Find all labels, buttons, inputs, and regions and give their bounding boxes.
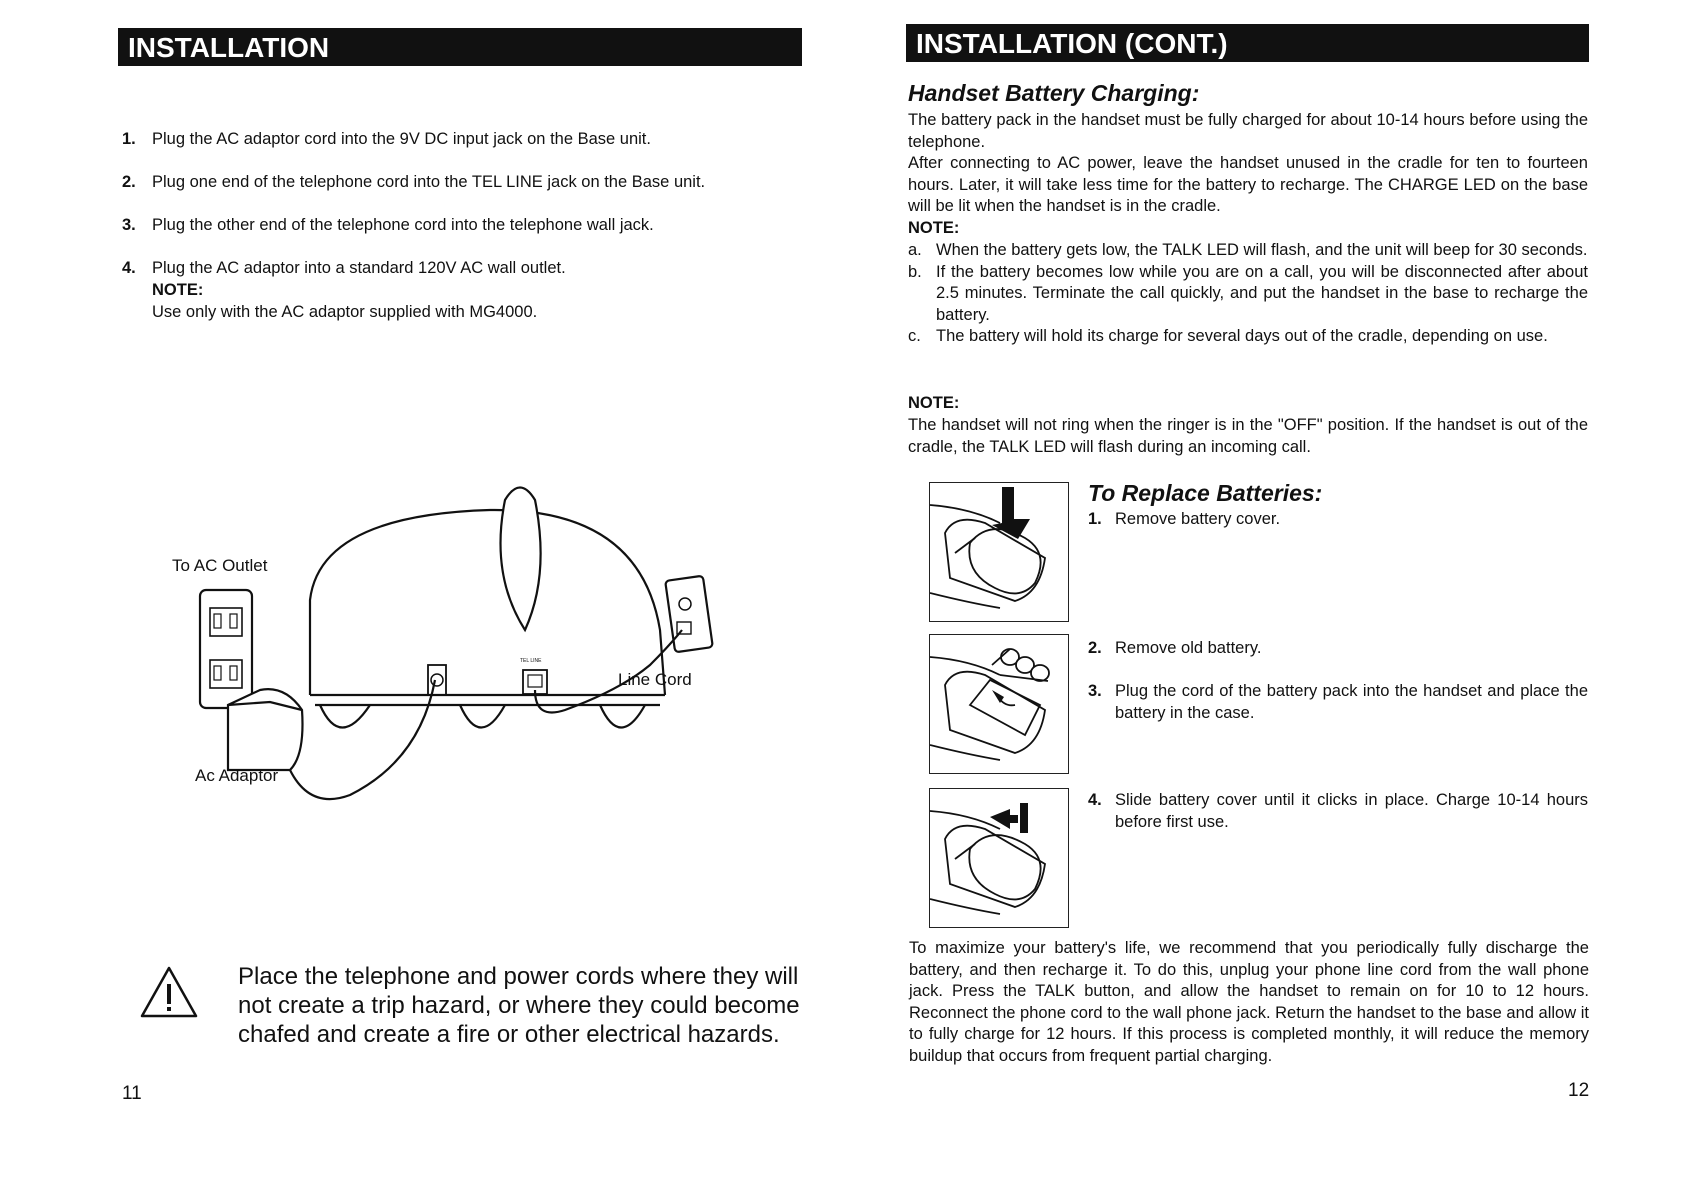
page-number: 12	[1568, 1080, 1590, 1101]
list-item	[908, 262, 1588, 327]
step-text: Plug the AC adaptor cord into the 9V DC input jack on the Base unit.	[152, 130, 651, 148]
step-number: 4.	[122, 259, 136, 277]
note-label: NOTE:	[908, 394, 960, 412]
warning-icon	[138, 964, 200, 1020]
list-item	[908, 240, 1588, 262]
charging-heading: Handset Battery Charging:	[908, 80, 1200, 106]
note-label: NOTE:	[152, 281, 204, 299]
installation-cont-banner: INSTALLATION (CONT.)	[906, 24, 1589, 62]
list-text: The battery will hold its charge for several days out of the cradle, depending on use.	[936, 327, 1548, 346]
list-marker: a.	[908, 241, 922, 259]
replace-batteries-heading: To Replace Batteries:	[1088, 480, 1323, 506]
label-to-ac-outlet: To AC Outlet	[172, 556, 268, 575]
replace-step-1	[1088, 509, 1588, 531]
step-text: Plug the AC adaptor into a standard 120V AC wall outlet.	[152, 259, 566, 277]
ringer-note-text: The handset will not ring when the ringer is in the "OFF" position. If the handset is out of the cradle, the TALK LED will flash during an incoming call.	[908, 416, 1588, 456]
battery-life-paragraph: To maximize your battery's life, we recommend that you periodically fully discharge the battery, and then recharge it. To do this, unplug your phone line cord from the wall phone jack. Press the TALK button, and allow the handset to remain on for 10 to 12 hours. Reconnect the phone cord to the wall phone jack. Return the handset to the base and allow it to fully charge for 12 hours. If this process is completed monthly, it will reduce the memory buildup that occurs from frequent partial charging.	[909, 939, 1589, 1065]
note-text: Use only with the AC adaptor supplied with MG4000.	[152, 303, 538, 321]
step-2	[122, 171, 802, 193]
remove-battery-illustration	[929, 634, 1069, 774]
list-text: When the battery gets low, the TALK LED will flash, and the unit will beep for 30 seconds.	[936, 241, 1588, 259]
tel-line-jack-label: TEL LINE	[520, 658, 542, 664]
note-label: NOTE:	[908, 219, 960, 237]
step-number: 4.	[1088, 791, 1102, 809]
right-page	[841, 0, 1682, 1190]
slide-cover-illustration	[929, 788, 1069, 928]
list-text: If the battery becomes low while you are on a call, you will be disconnected after about 2.5 minutes. Terminate the call quickly, and put the handset in the base to recharge the battery.	[936, 262, 1588, 324]
installation-steps	[122, 128, 802, 344]
step-number: 1.	[122, 130, 136, 148]
replace-step-4	[1088, 790, 1588, 833]
step-1	[122, 128, 802, 150]
step-text: Remove old battery.	[1115, 639, 1262, 657]
replace-step-3	[1088, 681, 1588, 724]
step-text: Remove battery cover.	[1115, 510, 1281, 528]
warning-text: Place the telephone and power cords where they will not create a trip hazard, or where they could become chafed and create a fire or other electrical hazards.	[238, 963, 800, 1048]
label-line-cord: Line Cord	[618, 670, 692, 689]
charging-paragraph-2: After connecting to AC power, leave the handset unused in the cradle for ten to fourteen hours. Later, it will take less time for the battery to recharge. The CHARGE LED on the base will be lit when the handset is in the cradle.	[908, 154, 1588, 216]
handset-cover-icon	[930, 483, 1068, 621]
list-item	[908, 326, 1588, 348]
battery-pack-icon	[930, 635, 1068, 773]
antenna-icon	[501, 488, 541, 631]
list-marker: b.	[908, 262, 922, 281]
step-number: 3.	[122, 216, 136, 234]
installation-banner: INSTALLATION	[118, 28, 802, 66]
step-text: Plug the other end of the telephone cord into the telephone wall jack.	[152, 216, 654, 234]
step-text: Plug the cord of the battery pack into the handset and place the battery in the case.	[1115, 682, 1588, 722]
step-text: Slide battery cover until it clicks in place. Charge 10-14 hours before first use.	[1115, 791, 1588, 831]
slide-cover-icon	[930, 789, 1068, 927]
step-3	[122, 214, 802, 236]
connection-diagram	[170, 480, 770, 850]
page-number: 11	[122, 1083, 142, 1104]
base-unit-illustration	[170, 480, 770, 850]
step-text: Plug one end of the telephone cord into the TEL LINE jack on the Base unit.	[152, 173, 706, 191]
list-marker: c.	[908, 327, 921, 346]
step-number: 2.	[1088, 639, 1102, 657]
charging-paragraph-1: The battery pack in the handset must be fully charged for about 10-14 hours before using the telephone.	[908, 111, 1588, 151]
replace-step-2	[1088, 638, 1588, 660]
step-number: 3.	[1088, 682, 1102, 700]
step-number: 1.	[1088, 510, 1102, 528]
step-4	[122, 257, 802, 323]
step-number: 2.	[122, 173, 136, 191]
remove-cover-illustration	[929, 482, 1069, 622]
battery-notes-list	[908, 240, 1588, 348]
base-dome	[310, 510, 665, 695]
label-ac-adaptor: Ac Adaptor	[195, 766, 279, 785]
